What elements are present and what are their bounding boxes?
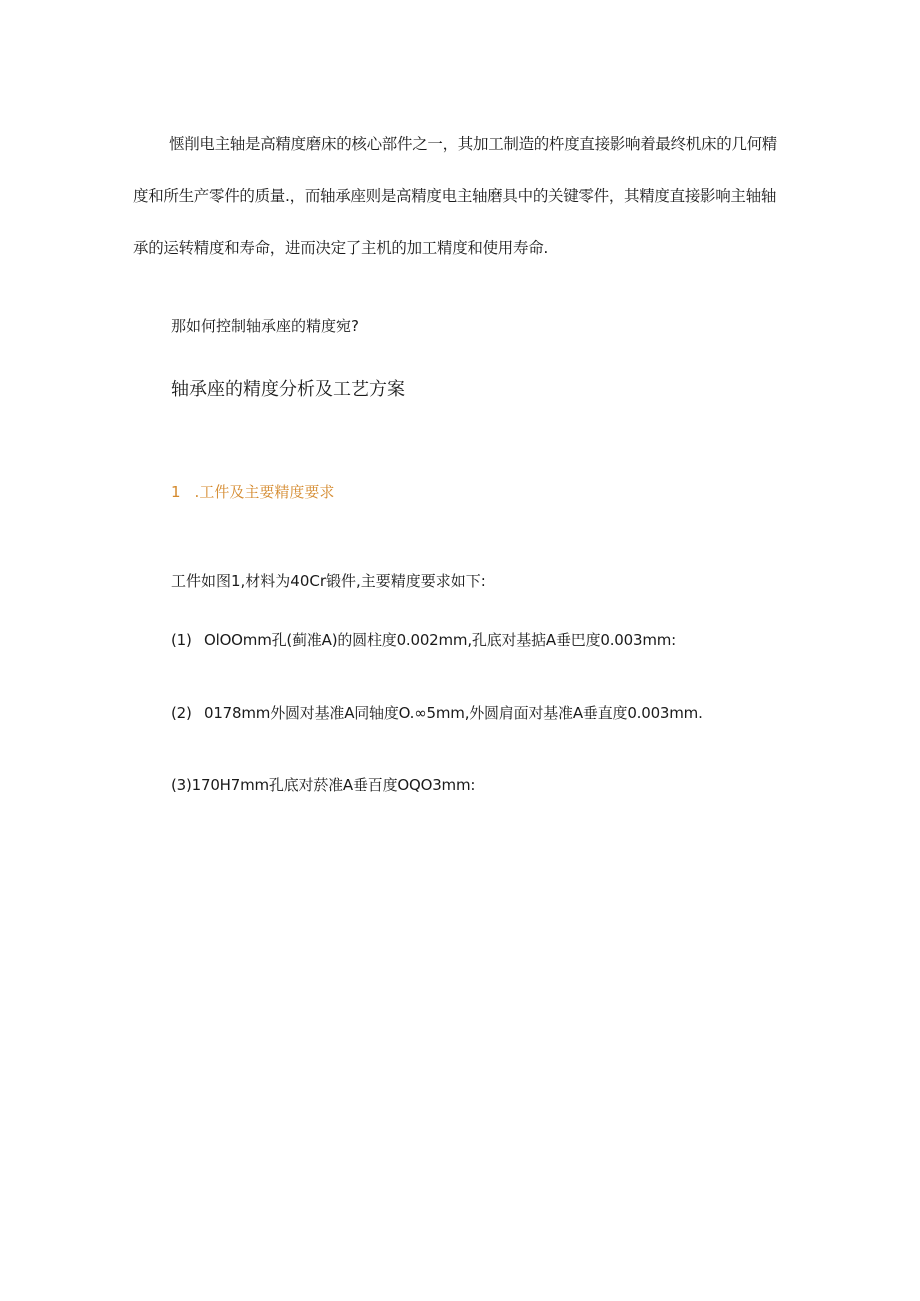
- question-line: 那如何控制轴承座的精度宛?: [171, 317, 359, 335]
- subsection-title-text: .工件及主要精度要求: [194, 483, 335, 501]
- requirement-item: [171, 702, 703, 723]
- workpiece-description: 工件如图1,材料为40Cr锻件,主要精度要求如下:: [171, 572, 486, 590]
- section-heading: 轴承座的精度分析及工艺方案: [171, 379, 405, 400]
- requirement-text: 0178mm外圆对基准A同轴度O.∞5mm,外圆肩面对基准A垂直度0.003mm.: [204, 704, 703, 722]
- requirement-item: [171, 774, 475, 795]
- subsection-title: [171, 481, 334, 502]
- requirement-number: (2): [171, 704, 192, 722]
- requirement-number: (3): [171, 776, 192, 794]
- requirement-number: (1): [171, 631, 192, 649]
- requirement-text: OlOOmm孔(蓟准A)的圆柱度0.002mm,孔底对基掂A垂巴度0.003mm:: [204, 631, 676, 649]
- requirement-item: [171, 629, 676, 650]
- requirement-text: 170H7mm孔底对菸准A垂百度OQO3mm:: [191, 776, 476, 794]
- subsection-number: 1: [171, 483, 181, 501]
- intro-paragraph: 惬削电主轴是高精度磨床的核心部件之一，其加工制造的杵度直接影响着最终机床的几何精度和所生产零件的质量.，而轴承座则是高精度电主轴磨具中的关键零件，其精度直接影响主轴轴承的运转精度和寿命，进而决定了主机的加工精度和使用寿命.: [133, 135, 778, 257]
